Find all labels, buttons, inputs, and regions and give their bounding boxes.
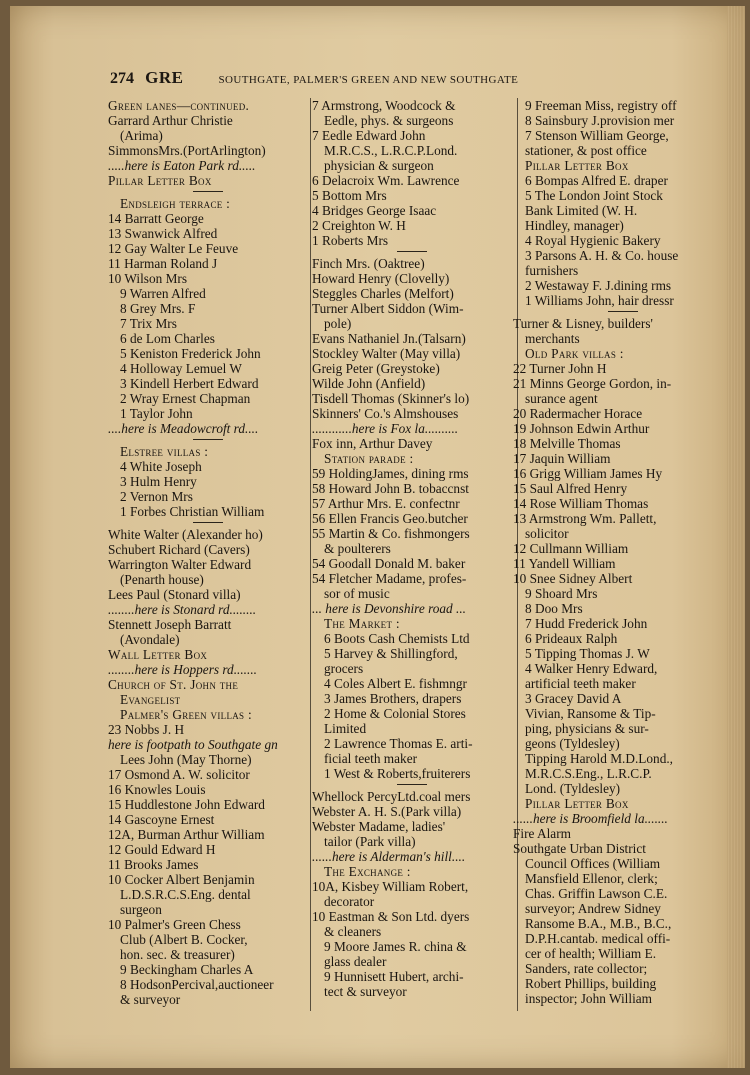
directory-entry: L.D.S.R.C.S.Eng. dental <box>120 887 251 902</box>
directory-entry: Wilde John (Anfield) <box>312 376 426 391</box>
directory-entry: Lees Paul (Stonard villa) <box>108 587 241 602</box>
directory-entry: Southgate Urban District <box>513 841 646 856</box>
directory-entry: (Penarth house) <box>120 572 204 587</box>
directory-entry: Fire Alarm <box>513 826 571 841</box>
directory-entry: 5 The London Joint Stock <box>525 188 663 203</box>
section-heading: Endsleigh terrace : <box>120 196 231 211</box>
street-marker: ......here is Broomfield la....... <box>513 811 668 826</box>
directory-entry: Stockley Walter (May villa) <box>312 346 461 361</box>
directory-entry: 1 Taylor John <box>120 406 193 421</box>
section-heading: Palmer's Green villas : <box>120 707 252 722</box>
directory-entry: 4 White Joseph <box>120 459 202 474</box>
directory-entry: 4 Coles Albert E. fishmngr <box>324 676 467 691</box>
section-heading: Old Park villas : <box>525 346 624 361</box>
directory-entry: stationer, & post office <box>525 143 647 158</box>
column-2 <box>312 98 512 999</box>
directory-entry: inspector; John William <box>525 991 653 1006</box>
directory-entry: 5 Tipping Thomas J. W <box>525 646 650 661</box>
directory-entry: D.P.H.cantab. medical offi- <box>525 931 671 946</box>
directory-entry: glass dealer <box>324 954 387 969</box>
page-number: 274 <box>110 70 134 87</box>
section-heading: Evangelist <box>120 692 181 707</box>
directory-entry: cer of health; William E. <box>525 946 657 961</box>
directory-entry: 2 Vernon Mrs <box>120 489 193 504</box>
street-marker: ............here is Fox la.......... <box>312 421 459 436</box>
directory-entry: 54 Goodall Donald M. baker <box>312 556 466 571</box>
directory-entry: Warrington Walter Edward <box>108 557 252 572</box>
directory-entry: Garrard Arthur Christie <box>108 113 233 128</box>
directory-entry: Greig Peter (Greystoke) <box>312 361 440 376</box>
directory-entry: surance agent <box>525 391 598 406</box>
directory-entry: 4 Bridges George Isaac <box>312 203 437 218</box>
directory-entry: sor of music <box>324 586 390 601</box>
directory-entry: 9 Beckingham Charles A <box>120 962 254 977</box>
directory-entry: 21 Minns George Gordon, in- <box>513 376 672 391</box>
directory-entry: 3 Hulm Henry <box>120 474 197 489</box>
directory-entry: Eedle, phys. & surgeons <box>324 113 454 128</box>
directory-entry: Fox inn, Arthur Davey <box>312 436 433 451</box>
page-header <box>110 68 630 92</box>
page-title: SOUTHGATE, PALMER'S GREEN AND NEW SOUTHGATE <box>218 74 519 86</box>
directory-entry: Club (Albert B. Cocker, <box>120 932 248 947</box>
directory-entry: 9 Warren Alfred <box>120 286 206 301</box>
directory-entry: 6 Boots Cash Chemists Ltd <box>324 631 470 646</box>
directory-entry: 15 Saul Alfred Henry <box>513 481 628 496</box>
directory-entry: 23 Nobbs J. H <box>108 722 185 737</box>
directory-entry: 3 Gracey David A <box>525 691 622 706</box>
section-rule <box>108 519 308 527</box>
directory-entry: 6 de Lom Charles <box>120 331 215 346</box>
section-heading: Green lanes—continued. <box>108 98 250 113</box>
street-marker: .....here is Eaton Park rd..... <box>108 158 256 173</box>
section-gap <box>108 436 308 444</box>
directory-entry: Webster Madame, ladies' <box>312 819 446 834</box>
directory-entry: 55 Martin & Co. fishmongers <box>312 526 470 541</box>
column-divider-1 <box>310 98 311 1011</box>
directory-entry: 8 Doo Mrs <box>525 601 583 616</box>
directory-entry: 59 HoldingJames, dining rms <box>312 466 469 481</box>
directory-entry: 4 Walker Henry Edward, <box>525 661 658 676</box>
section-heading: Church of St. John the <box>108 677 239 692</box>
directory-entry: 15 Huddlestone John Edward <box>108 797 265 812</box>
directory-entry: Stennett Joseph Barratt <box>108 617 232 632</box>
directory-entry: hon. sec. & treasurer) <box>120 947 235 962</box>
directory-entry: 8 Sainsbury J.provision mer <box>525 113 675 128</box>
directory-entry: Steggles Charles (Melfort) <box>312 286 454 301</box>
directory-entry: 56 Ellen Francis Geo.butcher <box>312 511 468 526</box>
directory-entry: Sanders, rate collector; <box>525 961 648 976</box>
directory-entry: 10 Palmer's Green Chess <box>108 917 241 932</box>
directory-entry: Skinners' Co.'s Almshouses <box>312 406 459 421</box>
directory-entry: Bank Limited (W. H. <box>525 203 638 218</box>
directory-entry: Lees John (May Thorne) <box>120 752 252 767</box>
street-marker: ........here is Stonard rd........ <box>108 602 257 617</box>
section-rule <box>312 248 512 256</box>
section-heading: Elstree villas : <box>120 444 209 459</box>
directory-entry: 4 Holloway Lemuel W <box>120 361 242 376</box>
section-heading: Station parade : <box>324 451 414 466</box>
directory-entry: 16 Knowles Louis <box>108 782 206 797</box>
directory-entry: 7 Hudd Frederick John <box>525 616 648 631</box>
directory-entry: 17 Jaquin William <box>513 451 611 466</box>
directory-entry: tailor (Park villa) <box>324 834 416 849</box>
directory-entry: & poulterers <box>324 541 391 556</box>
directory-entry: 9 Moore James R. china & <box>324 939 467 954</box>
street-marker: ........here is Hoppers rd....... <box>108 662 257 677</box>
directory-entry: 2 Lawrence Thomas E. arti- <box>324 736 473 751</box>
directory-entry: SimmonsMrs.(PortArlington) <box>108 143 266 158</box>
directory-entry: 11 Brooks James <box>108 857 199 872</box>
directory-entry: 1 West & Roberts,fruiterers <box>324 766 471 781</box>
directory-entry: Whellock PercyLtd.coal mers <box>312 789 471 804</box>
directory-entry: physician & surgeon <box>324 158 434 173</box>
directory-entry: 2 Wray Ernest Chapman <box>120 391 251 406</box>
directory-entry: artificial teeth maker <box>525 676 636 691</box>
directory-entry: 1 Forbes Christian William <box>120 504 265 519</box>
directory-entry: 1 Roberts Mrs <box>312 233 389 248</box>
directory-entry: Finch Mrs. (Oaktree) <box>312 256 425 271</box>
directory-entry: & surveyor <box>120 992 181 1007</box>
directory-entry: 22 Turner John H <box>513 361 607 376</box>
directory-entry: Tisdell Thomas (Skinner's lo) <box>312 391 470 406</box>
directory-entry: Turner Albert Siddon (Wim- <box>312 301 464 316</box>
section-heading: Pillar Letter Box <box>525 158 629 173</box>
directory-entry: 2 Creighton W. H <box>312 218 406 233</box>
section-gap <box>108 188 308 196</box>
directory-entry: 10A, Kisbey William Robert, <box>312 879 469 894</box>
directory-entry: 13 Armstrong Wm. Pallett, <box>513 511 657 526</box>
section-abbr: GRE <box>145 68 184 87</box>
street-marker: here is footpath to Southgate gn <box>108 737 278 752</box>
directory-entry: Tipping Harold M.D.Lond., <box>525 751 673 766</box>
section-rule <box>312 781 512 789</box>
directory-entry: 9 Freeman Miss, registry off <box>525 98 677 113</box>
directory-entry: 12 Gay Walter Le Feuve <box>108 241 239 256</box>
directory-entry: & cleaners <box>324 924 382 939</box>
directory-entry: 17 Osmond A. W. solicitor <box>108 767 250 782</box>
section-heading: The Exchange : <box>324 864 411 879</box>
directory-entry: tect & surveyor <box>324 984 407 999</box>
directory-page <box>10 6 745 1068</box>
directory-entry: 2 Home & Colonial Stores <box>324 706 466 721</box>
directory-entry: 6 Bompas Alfred E. draper <box>525 173 668 188</box>
directory-entry: Ransome B.A., M.B., B.C., <box>525 916 672 931</box>
directory-entry: Limited <box>324 721 367 736</box>
column-1 <box>108 98 308 1007</box>
directory-entry: Howard Henry (Clovelly) <box>312 271 450 286</box>
directory-entry: 11 Yandell William <box>513 556 616 571</box>
directory-entry: surveyor; Andrew Sidney <box>525 901 661 916</box>
directory-entry: 1 Williams John, hair dressr <box>525 293 674 308</box>
directory-entry: 12 Cullmann William <box>513 541 629 556</box>
directory-entry: 3 Kindell Herbert Edward <box>120 376 259 391</box>
street-marker: ......here is Alderman's hill.... <box>312 849 466 864</box>
directory-entry: solicitor <box>525 526 569 541</box>
section-heading: Pillar Letter Box <box>525 796 629 811</box>
directory-entry: 7 Armstrong, Woodcock & <box>312 98 456 113</box>
directory-entry: 8 HodsonPercival,auctioneer <box>120 977 274 992</box>
section-heading: Wall Letter Box <box>108 647 208 662</box>
directory-entry: 10 Wilson Mrs <box>108 271 188 286</box>
directory-entry: 10 Snee Sidney Albert <box>513 571 633 586</box>
directory-entry: ficial teeth maker <box>324 751 418 766</box>
directory-entry: 3 Parsons A. H. & Co. house <box>525 248 679 263</box>
directory-entry: decorator <box>324 894 375 909</box>
directory-entry: 16 Grigg William James Hy <box>513 466 663 481</box>
directory-entry: grocers <box>324 661 364 676</box>
directory-entry: 54 Fletcher Madame, profes- <box>312 571 467 586</box>
directory-entry: 2 Westaway F. J.dining rms <box>525 278 672 293</box>
directory-entry: Vivian, Ransome & Tip- <box>525 706 656 721</box>
page-edge <box>727 6 745 1068</box>
directory-entry: Council Offices (William <box>525 856 661 871</box>
directory-entry: Evans Nathaniel Jn.(Talsarn) <box>312 331 466 346</box>
directory-entry: Lond. (Tyldesley) <box>525 781 621 796</box>
directory-entry: 19 Johnson Edwin Arthur <box>513 421 650 436</box>
directory-entry: 7 Eedle Edward John <box>312 128 426 143</box>
directory-entry: (Arima) <box>120 128 163 143</box>
directory-entry: geons (Tyldesley) <box>525 736 620 751</box>
directory-entry: merchants <box>525 331 580 346</box>
directory-entry: 10 Eastman & Son Ltd. dyers <box>312 909 470 924</box>
directory-entry: 3 James Brothers, drapers <box>324 691 462 706</box>
directory-entry: 14 Gascoyne Ernest <box>108 812 215 827</box>
directory-entry: 5 Bottom Mrs <box>312 188 387 203</box>
directory-entry: 12A, Burman Arthur William <box>108 827 265 842</box>
directory-entry: Hindley, manager) <box>525 218 624 233</box>
directory-entry: Robert Phillips, building <box>525 976 657 991</box>
directory-entry: 9 Shoard Mrs <box>525 586 598 601</box>
directory-entry: 13 Swanwick Alfred <box>108 226 218 241</box>
directory-entry: M.R.C.S.Eng., L.R.C.P. <box>525 766 652 781</box>
directory-entry: 57 Arthur Mrs. E. confectnr <box>312 496 460 511</box>
directory-entry: 6 Delacroix Wm. Lawrence <box>312 173 460 188</box>
directory-entry: 10 Cocker Albert Benjamin <box>108 872 255 887</box>
directory-entry: 7 Trix Mrs <box>120 316 177 331</box>
directory-entry: 6 Prideaux Ralph <box>525 631 618 646</box>
directory-entry: furnishers <box>525 263 579 278</box>
directory-entry: Chas. Griffin Lawson C.E. <box>525 886 668 901</box>
section-heading: Pillar Letter Box <box>108 173 212 188</box>
directory-entry: surgeon <box>120 902 162 917</box>
directory-entry: 14 Barratt George <box>108 211 204 226</box>
directory-entry: ping, physicians & sur- <box>525 721 649 736</box>
directory-entry: pole) <box>324 316 352 331</box>
directory-entry: 9 Hunnisett Hubert, archi- <box>324 969 464 984</box>
directory-entry: Mansfield Ellenor, clerk; <box>525 871 658 886</box>
section-heading: The Market : <box>324 616 400 631</box>
directory-entry: 11 Harman Roland J <box>108 256 218 271</box>
street-marker: ... here is Devonshire road ... <box>312 601 466 616</box>
directory-entry: (Avondale) <box>120 632 180 647</box>
directory-entry: 5 Harvey & Shillingford, <box>324 646 458 661</box>
directory-entry: 12 Gould Edward H <box>108 842 216 857</box>
directory-entry: 8 Grey Mrs. F <box>120 301 196 316</box>
directory-entry: 20 Radermacher Horace <box>513 406 643 421</box>
directory-entry: 5 Keniston Frederick John <box>120 346 261 361</box>
directory-entry: Webster A. H. S.(Park villa) <box>312 804 462 819</box>
directory-entry: 7 Stenson William George, <box>525 128 669 143</box>
column-3 <box>513 98 723 1006</box>
directory-entry: Turner & Lisney, builders' <box>513 316 653 331</box>
street-marker: ....here is Meadowcroft rd.... <box>108 421 259 436</box>
directory-entry: M.R.C.S., L.R.C.P.Lond. <box>324 143 458 158</box>
directory-entry: Schubert Richard (Cavers) <box>108 542 250 557</box>
directory-entry: White Walter (Alexander ho) <box>108 527 263 542</box>
directory-entry: 4 Royal Hygienic Bakery <box>525 233 661 248</box>
directory-entry: 14 Rose William Thomas <box>513 496 649 511</box>
section-rule <box>513 308 723 316</box>
directory-entry: 18 Melville Thomas <box>513 436 621 451</box>
directory-entry: 58 Howard John B. tobaccnst <box>312 481 469 496</box>
